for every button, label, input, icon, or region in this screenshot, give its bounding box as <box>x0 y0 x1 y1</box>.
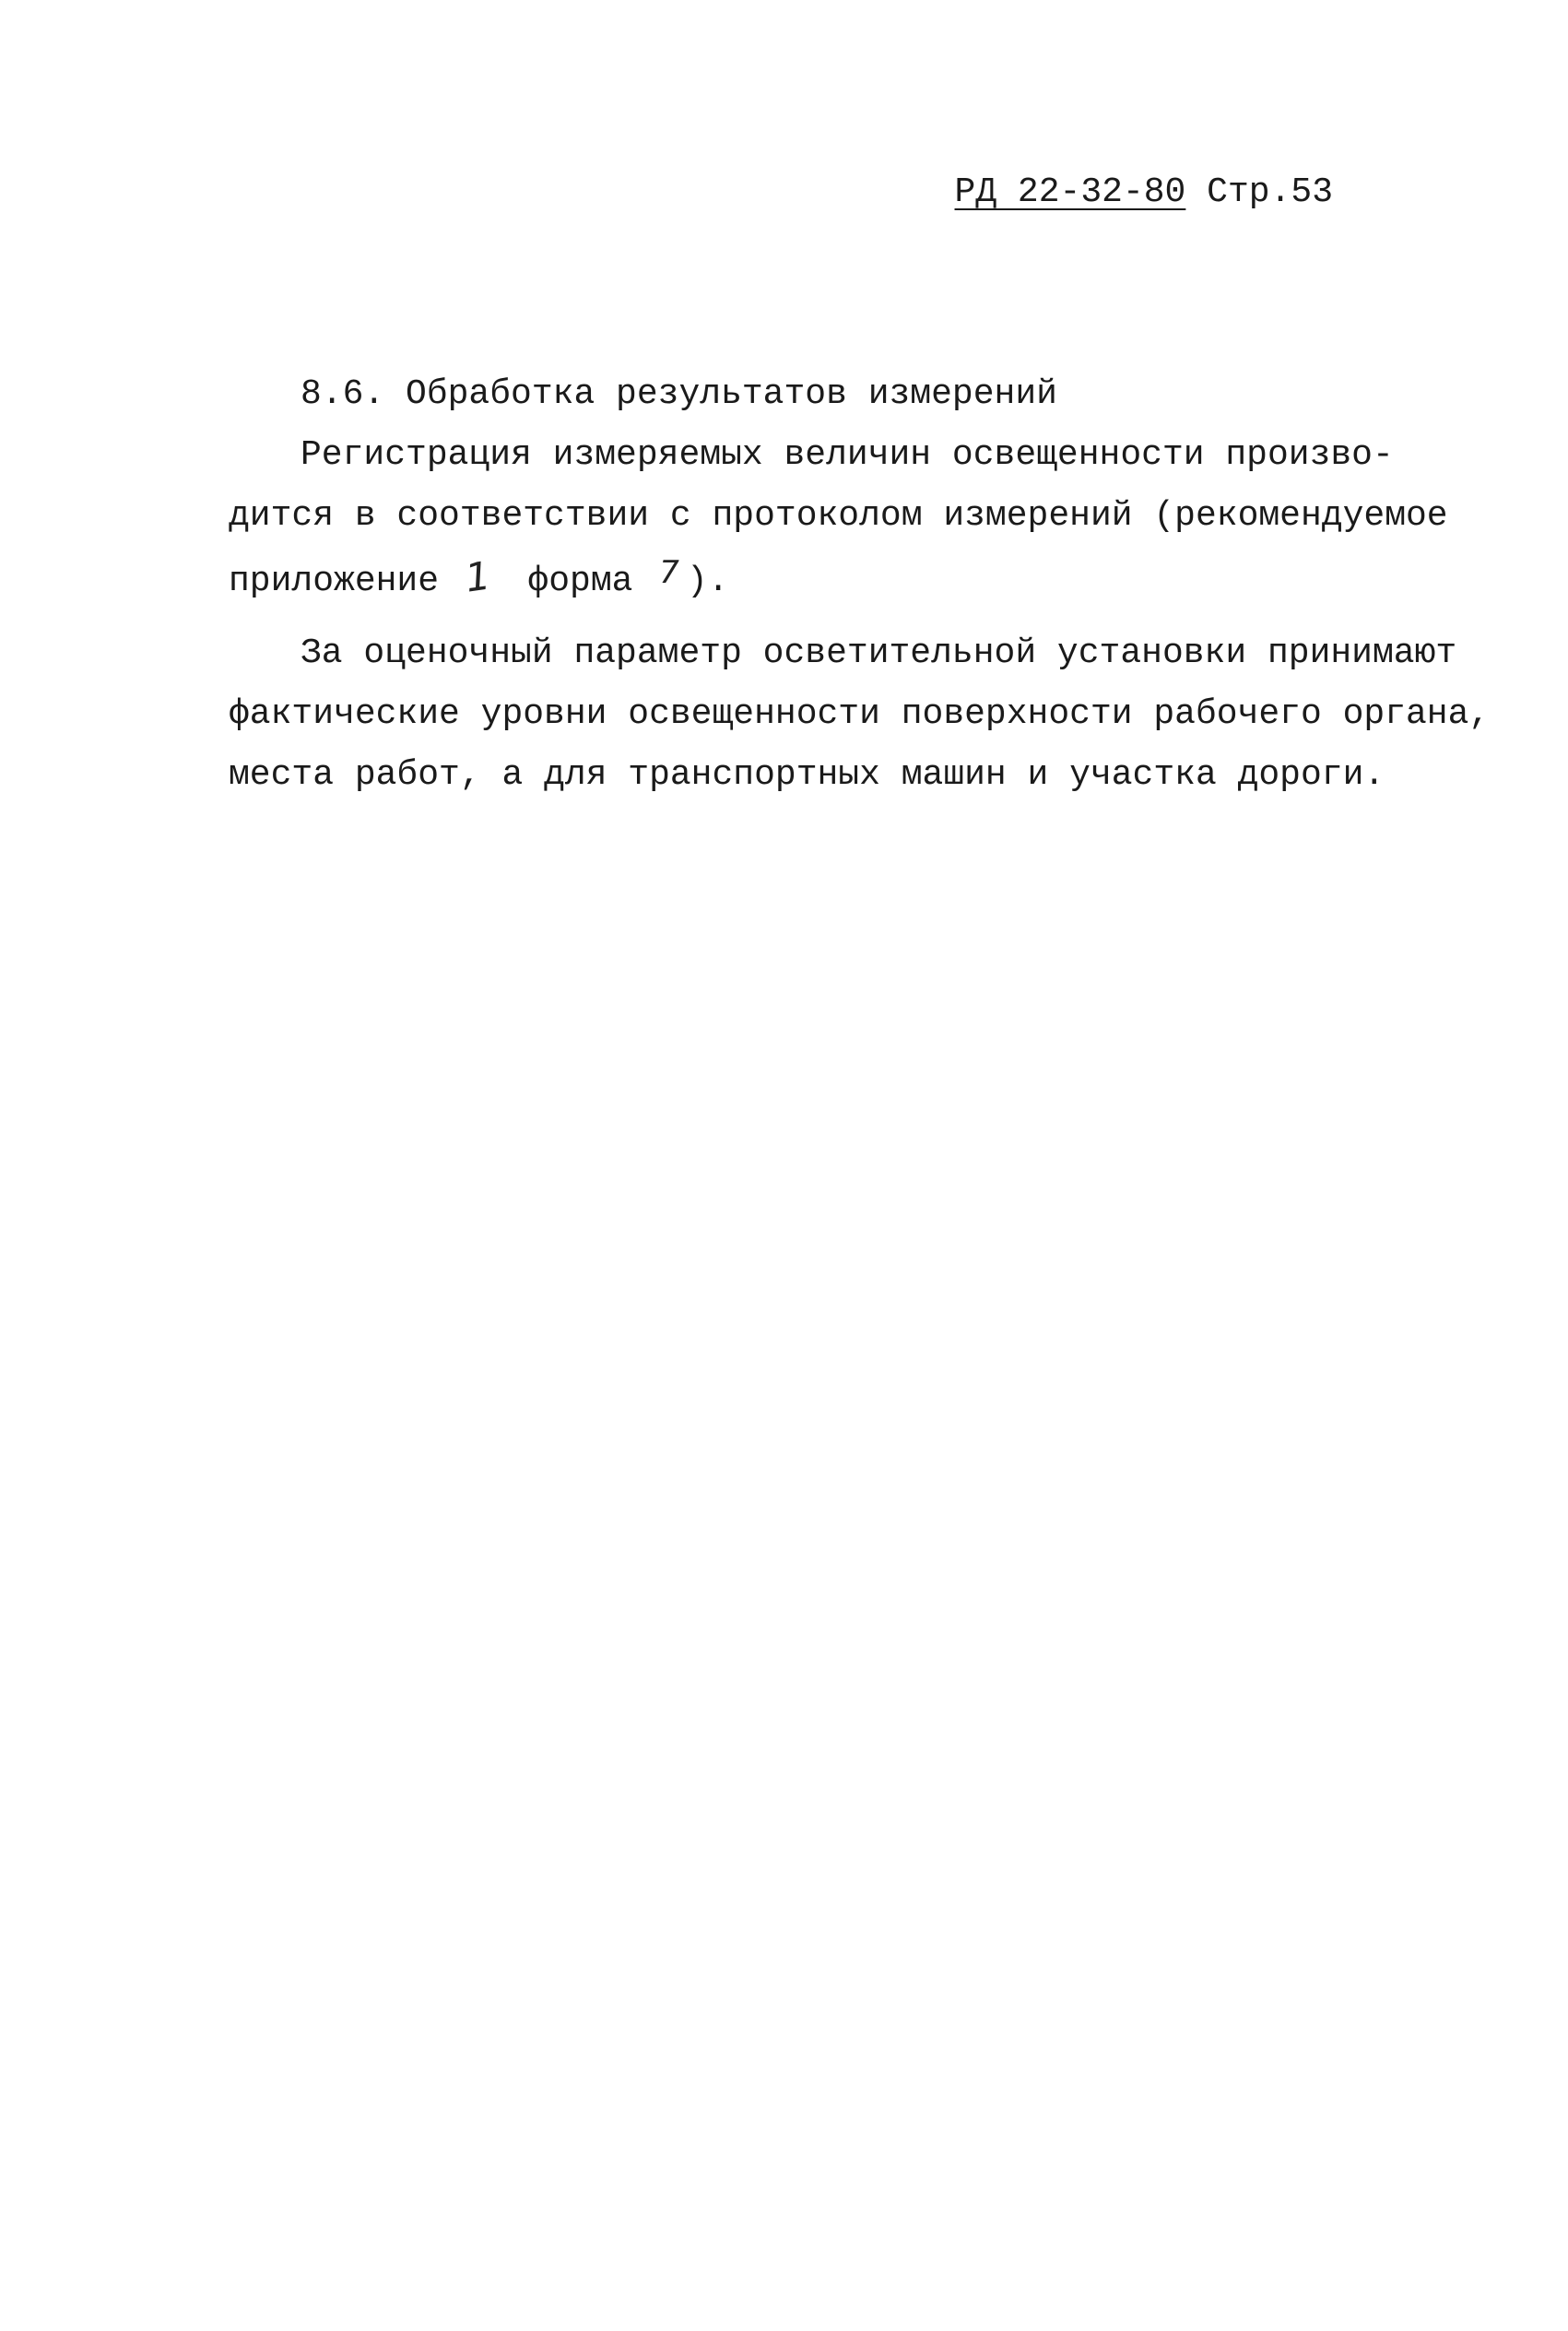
page-header <box>954 172 1333 212</box>
para2-line3: места работ, а для транспортных машин и участка дороги. <box>229 755 1385 795</box>
document-code: РД 22-32-80 <box>954 172 1186 212</box>
handwritten-appendix-number: 1 <box>462 552 493 601</box>
para1-line3-pre: приложение <box>229 562 440 601</box>
handwritten-form-number: 7 <box>659 554 679 591</box>
para2-line2: фактические уровни освещенности поверхности рабочего органа, <box>229 694 1491 734</box>
section-heading: 8.6. Обработка результатов измерений <box>301 374 1057 414</box>
page-number: Стр.53 <box>1207 172 1333 212</box>
para1-line2: дится в соответствии с протоколом измерений (рекомендуемое <box>229 496 1448 536</box>
para2-line1: За оценочный параметр осветительной установки принимают <box>301 633 1457 673</box>
para1-line3-post: ). <box>686 562 729 601</box>
para1-line3 <box>229 547 1353 612</box>
para1-line1: Регистрация измеряемых величин освещенности произво- <box>301 435 1394 475</box>
para1-line3-mid: форма <box>527 562 633 601</box>
section-body <box>229 364 1491 806</box>
